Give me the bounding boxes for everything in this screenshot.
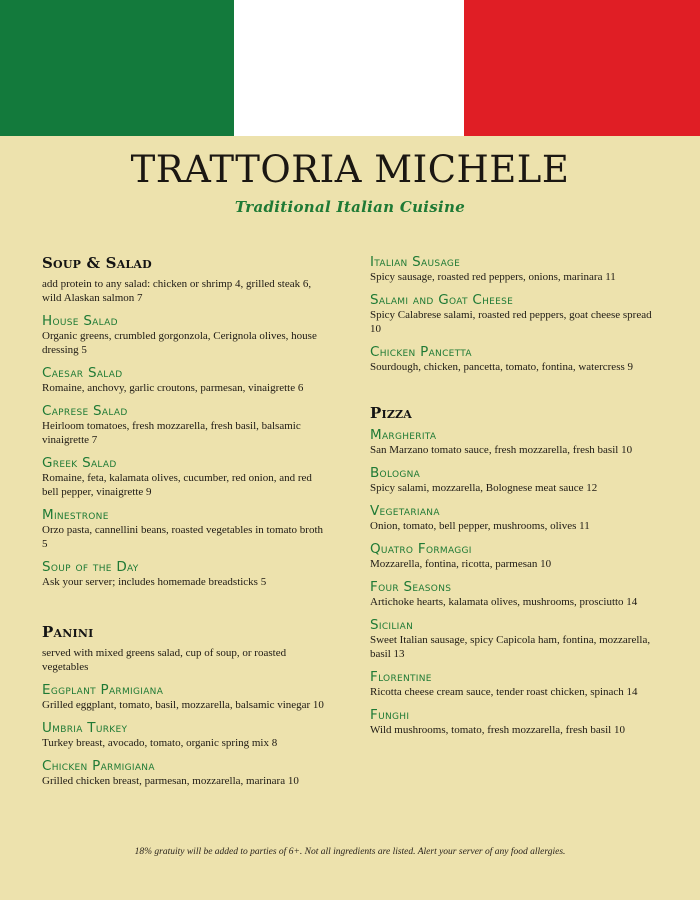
menu-item <box>370 541 660 571</box>
menu-item-description: Onion, tomato, bell pepper, mushrooms, olives 11 <box>370 520 590 532</box>
menu-item <box>42 682 327 712</box>
menu-item <box>42 403 327 447</box>
menu-item-description: Mozzarella, fontina, ricotta, parmesan 10 <box>370 558 552 570</box>
menu-right-column <box>370 254 660 745</box>
menu-item-description: Organic greens, crumbled gorgonzola, Cerignola olives, house dressing 5 <box>42 330 317 356</box>
menu-item <box>370 617 660 661</box>
menu-item-description: Artichoke hearts, kalamata olives, mushrooms, prosciutto 14 <box>370 596 638 608</box>
menu-item <box>370 465 660 495</box>
menu-item <box>370 254 660 284</box>
menu-item-name: Quatro Formaggi <box>370 541 472 557</box>
restaurant-subtitle: Traditional Italian Cuisine <box>234 198 466 216</box>
menu-item-name: Greek Salad <box>42 455 117 471</box>
menu-item-name: Chicken Parmigiana <box>42 758 155 774</box>
menu-item-name: Chicken Pancetta <box>370 344 472 360</box>
menu-item-description: Ricotta cheese cream sauce, tender roast chicken, spinach 14 <box>370 686 638 698</box>
menu-item-name: Florentine <box>370 669 432 685</box>
menu-item-name: Minestrone <box>42 507 109 523</box>
menu-item-description: Spicy salami, mozzarella, Bolognese meat sauce 12 <box>370 482 598 494</box>
menu-item-name: Soup of the Day <box>42 559 139 575</box>
menu-item-name: Caesar Salad <box>42 365 123 381</box>
menu-item-name: Vegetariana <box>370 503 440 519</box>
menu-item <box>42 313 327 357</box>
section-spacer <box>42 597 327 623</box>
section-note-soup-salad: add protein to any salad: chicken or shrimp 4, grilled steak 6, wild Alaskan salmon 7 <box>42 278 312 304</box>
menu-item <box>370 427 660 457</box>
menu-item <box>370 292 660 336</box>
menu-item <box>42 758 327 788</box>
menu-item-description: Romaine, feta, kalamata olives, cucumber, red onion, and red bell pepper, vinaigrette 9 <box>42 472 312 498</box>
menu-item-name: Bologna <box>370 465 421 481</box>
menu-item-description: Turkey breast, avocado, tomato, organic spring mix 8 <box>42 737 278 749</box>
restaurant-title: TRATTORIA MICHELE <box>130 148 570 191</box>
menu-item-description: Spicy Calabrese salami, roasted red peppers, goat cheese spread 10 <box>370 309 652 335</box>
menu-item-name: Italian Sausage <box>370 254 461 270</box>
menu-item <box>370 707 660 737</box>
flag-white-stripe <box>234 0 464 136</box>
section-heading-pizza: Pizza <box>370 404 413 422</box>
menu-item-name: Sicilian <box>370 617 414 633</box>
flag-green-stripe <box>0 0 234 136</box>
menu-item <box>42 507 327 551</box>
menu-item-description: Heirloom tomatoes, fresh mozzarella, fresh basil, balsamic vinaigrette 7 <box>42 420 301 446</box>
menu-item <box>42 365 327 395</box>
menu-item-name: Margherita <box>370 427 437 443</box>
menu-item-name: Funghi <box>370 707 410 723</box>
menu-item-description: Sourdough, chicken, pancetta, tomato, fontina, watercress 9 <box>370 361 634 373</box>
menu-item-description: Grilled eggplant, tomato, basil, mozzarella, balsamic vinegar 10 <box>42 699 324 711</box>
footer-note: 18% gratuity will be added to parties of 6+. Not all ingredients are listed. Alert your server of any food allergies. <box>134 847 566 857</box>
section-note-panini: served with mixed greens salad, cup of soup, or roasted vegetables <box>42 647 287 673</box>
menu-item-name: Umbria Turkey <box>42 720 128 736</box>
menu-item-name: House Salad <box>42 313 118 329</box>
menu-item-name: Four Seasons <box>370 579 452 595</box>
menu-item-name: Salami and Goat Cheese <box>370 292 514 308</box>
menu-item-description: Orzo pasta, cannellini beans, roasted vegetables in tomato broth 5 <box>42 524 324 550</box>
menu-item <box>370 344 660 374</box>
menu-left-column <box>42 254 327 796</box>
section-heading-panini: Panini <box>42 623 94 641</box>
menu-item-description: Sweet Italian sausage, spicy Capicola ham, fontina, mozzarella, basil 13 <box>370 634 651 660</box>
menu-item <box>42 720 327 750</box>
menu-item <box>42 455 327 499</box>
menu-item <box>370 503 660 533</box>
section-heading-soup-salad: Soup & Salad <box>42 254 152 272</box>
menu-item-description: Wild mushrooms, tomato, fresh mozzarella, fresh basil 10 <box>370 724 625 736</box>
menu-item <box>42 559 327 589</box>
menu-item-description: Grilled chicken breast, parmesan, mozzarella, marinara 10 <box>42 775 299 787</box>
menu-item-description: Ask your server; includes homemade breadsticks 5 <box>42 576 267 588</box>
section-spacer <box>370 382 660 404</box>
menu-item-description: Spicy sausage, roasted red peppers, onions, marinara 11 <box>370 271 616 283</box>
menu-item-description: Romaine, anchovy, garlic croutons, parmesan, vinaigrette 6 <box>42 382 304 394</box>
italian-flag-banner <box>0 0 700 136</box>
menu-item <box>370 669 660 699</box>
flag-red-stripe <box>464 0 700 136</box>
menu-item-description: San Marzano tomato sauce, fresh mozzarella, fresh basil 10 <box>370 444 633 456</box>
menu-item-name: Eggplant Parmigiana <box>42 682 164 698</box>
menu-item-name: Caprese Salad <box>42 403 128 419</box>
menu-item <box>370 579 660 609</box>
